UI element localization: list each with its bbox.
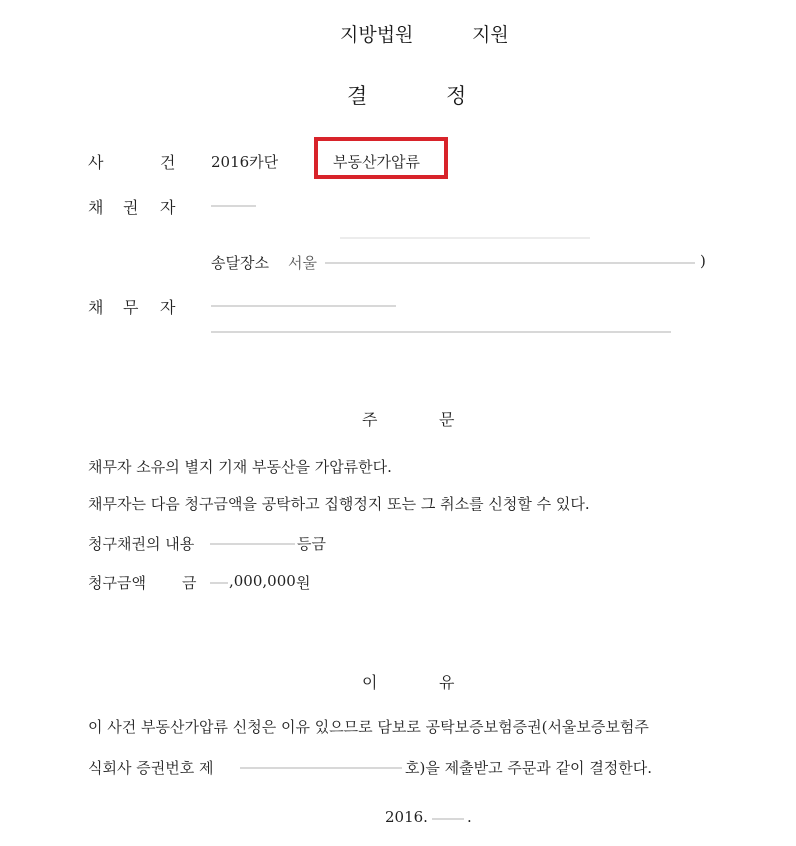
service-address-close-paren: )	[700, 252, 706, 270]
reason-heading-b: 유	[439, 673, 455, 692]
amount-unit: 원	[296, 574, 311, 592]
amount-value: ,000,000	[229, 572, 296, 590]
case-number: 2016카단	[211, 153, 279, 171]
decision-date-year: 2016.	[385, 808, 428, 826]
claim-label: 청구채권의 내용	[88, 535, 195, 553]
creditor-label-a: 채	[88, 198, 104, 217]
redacted-claim-detail	[210, 543, 295, 545]
redacted-date	[432, 818, 464, 820]
court-name: 지방법원	[340, 24, 414, 46]
document-title-left: 결	[347, 84, 368, 108]
redacted-debtor-address	[211, 331, 671, 333]
service-address-label: 송달장소	[211, 254, 269, 272]
claim-tail: 등금	[297, 535, 326, 553]
debtor-label-a: 채	[88, 298, 104, 317]
order-heading-b: 문	[439, 410, 455, 429]
court-branch: 지원	[472, 24, 509, 46]
reason-line-1: 이 사건 부동산가압류 신청은 이유 있으므로 담보로 공탁보증보험증권(서울보증보험주	[88, 718, 649, 736]
debtor-label-b: 무	[123, 298, 139, 317]
redacted-creditor-address-1	[340, 237, 590, 239]
order-line-1: 채무자 소유의 별지 기재 부동산을 가압류한다.	[88, 458, 392, 476]
debtor-label-c: 자	[160, 298, 176, 317]
case-type: 부동산가압류	[333, 153, 420, 171]
creditor-label-b: 권	[123, 198, 139, 217]
order-line-2: 채무자는 다음 청구금액을 공탁하고 집행정지 또는 그 취소를 신청할 수 있다.	[88, 495, 590, 513]
redacted-creditor-name	[211, 205, 256, 207]
case-label-b: 건	[160, 153, 176, 172]
order-heading-a: 주	[362, 410, 378, 429]
decision-date-end: .	[467, 808, 472, 826]
amount-label: 청구금액	[88, 574, 146, 592]
creditor-label-c: 자	[160, 198, 176, 217]
redacted-debtor-name	[211, 305, 396, 307]
document-title-right: 정	[446, 84, 467, 108]
reason-line-2-start: 식회사 증권번호 제	[88, 759, 214, 777]
reason-heading-a: 이	[362, 673, 378, 692]
redacted-service-address	[325, 262, 695, 264]
service-address-partial: 서울	[288, 254, 317, 272]
redacted-policy-number	[240, 767, 402, 769]
case-label-a: 사	[88, 153, 104, 172]
redacted-amount	[210, 582, 228, 584]
amount-prefix: 금	[182, 574, 197, 592]
reason-line-2-end: 호)을 제출받고 주문과 같이 결정한다.	[405, 759, 653, 777]
